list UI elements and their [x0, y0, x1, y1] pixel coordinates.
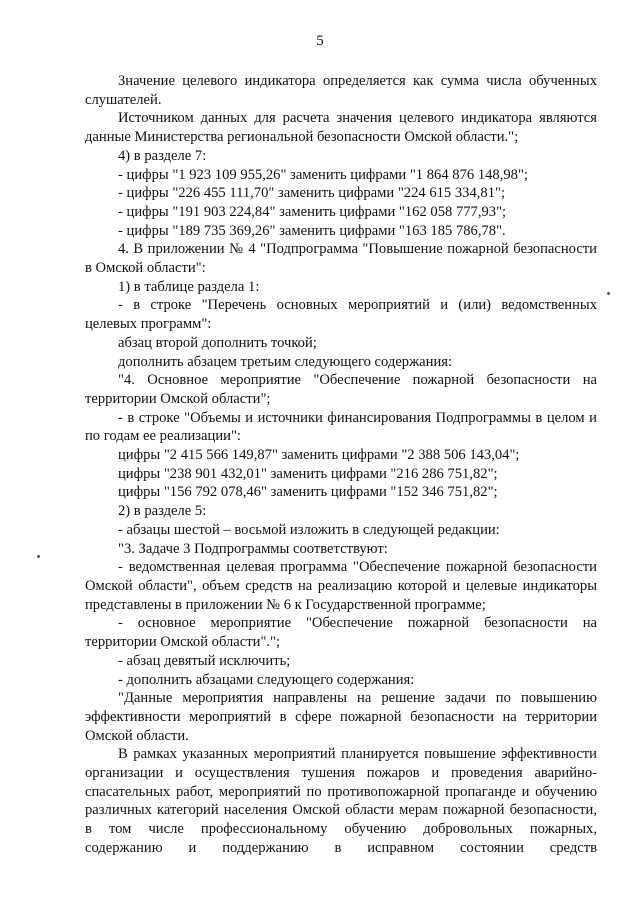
paragraph: Значение целевого индикатора определяется как сумма числа обученных слушателей.	[85, 73, 597, 108]
paragraph: - в строке "Объемы и источники финансирования Подпрограммы в целом и по годам ее реализации":	[85, 409, 597, 445]
paragraph: - цифры "191 903 224,84" заменить цифрами "162 058 777,93";	[118, 203, 507, 220]
paragraph: - абзацы шестой – восьмой изложить в следующей редакции:	[118, 521, 500, 538]
paragraph: цифры "2 415 566 149,87" заменить цифрами "2 388 506 143,04";	[118, 447, 520, 464]
scan-speck	[607, 292, 610, 295]
paragraph: - цифры "1 923 109 955,26" заменить цифрами "1 864 876 148,98";	[118, 166, 528, 183]
page-number: 5	[316, 33, 324, 49]
paragraph: - в строке "Перечень основных мероприятий и (или) ведомственных целевых программ":	[85, 297, 597, 333]
paragraph: - основное мероприятие "Обеспечение пожарной безопасности на территории Омской области".";	[85, 615, 597, 651]
scan-speck	[37, 555, 40, 558]
paragraph: 4) в разделе 7:	[118, 147, 207, 164]
paragraph: - дополнить абзацами следующего содержания:	[118, 671, 415, 688]
paragraph: "Данные мероприятия направлены на решение задачи по повышению эффективности мероприятий в сфере пожарной безопасности на территории Омской области.	[85, 690, 597, 744]
paragraph: "4. Основное мероприятие "Обеспечение пожарной безопасности на территории Омской области";	[85, 372, 597, 407]
paragraph: В рамках указанных мероприятий планируется повышение эффективности организации и осуществления тушения пожаров и проведения аварийно-спасательных работ, мероприятий по противопожарной пропаганде и обучению различных категорий населения Омской области мерам пожарной безопасности, в том числе профессиональному обучению добровольных пожарных, содержанию и поддержанию в исправном состоянии средств	[85, 746, 597, 856]
paragraph: - цифры "189 735 369,26" заменить цифрами "163 185 786,78".	[118, 222, 506, 239]
document-body	[85, 72, 597, 858]
paragraph: - цифры "226 455 111,70" заменить цифрами "224 615 334,81";	[118, 185, 506, 202]
paragraph: абзац второй дополнить точкой;	[118, 334, 317, 351]
paragraph: Источником данных для расчета значения целевого индикатора являются данные Министерства региональной безопасности Омской области.";	[85, 110, 597, 146]
paragraph: цифры "238 901 432,01" заменить цифрами "216 286 751,82";	[118, 465, 498, 482]
paragraph: 2) в разделе 5:	[118, 503, 207, 520]
paragraph: "3. Задаче 3 Подпрограммы соответствуют:	[118, 540, 388, 557]
paragraph: дополнить абзацем третьим следующего содержания:	[118, 353, 453, 370]
paragraph: цифры "156 792 078,46" заменить цифрами "152 346 751,82";	[118, 484, 498, 501]
paragraph: - абзац девятый исключить;	[118, 652, 291, 669]
paragraph: 1) в таблице раздела 1:	[118, 278, 260, 295]
paragraph: 4. В приложении № 4 "Подпрограмма "Повышение пожарной безопасности в Омской области":	[85, 241, 597, 277]
paragraph: - ведомственная целевая программа "Обеспечение пожарной безопасности Омской области", объем средств на реализацию которой и целевые индикаторы представлены в приложении № 6 к Государственной программе;	[85, 559, 597, 613]
